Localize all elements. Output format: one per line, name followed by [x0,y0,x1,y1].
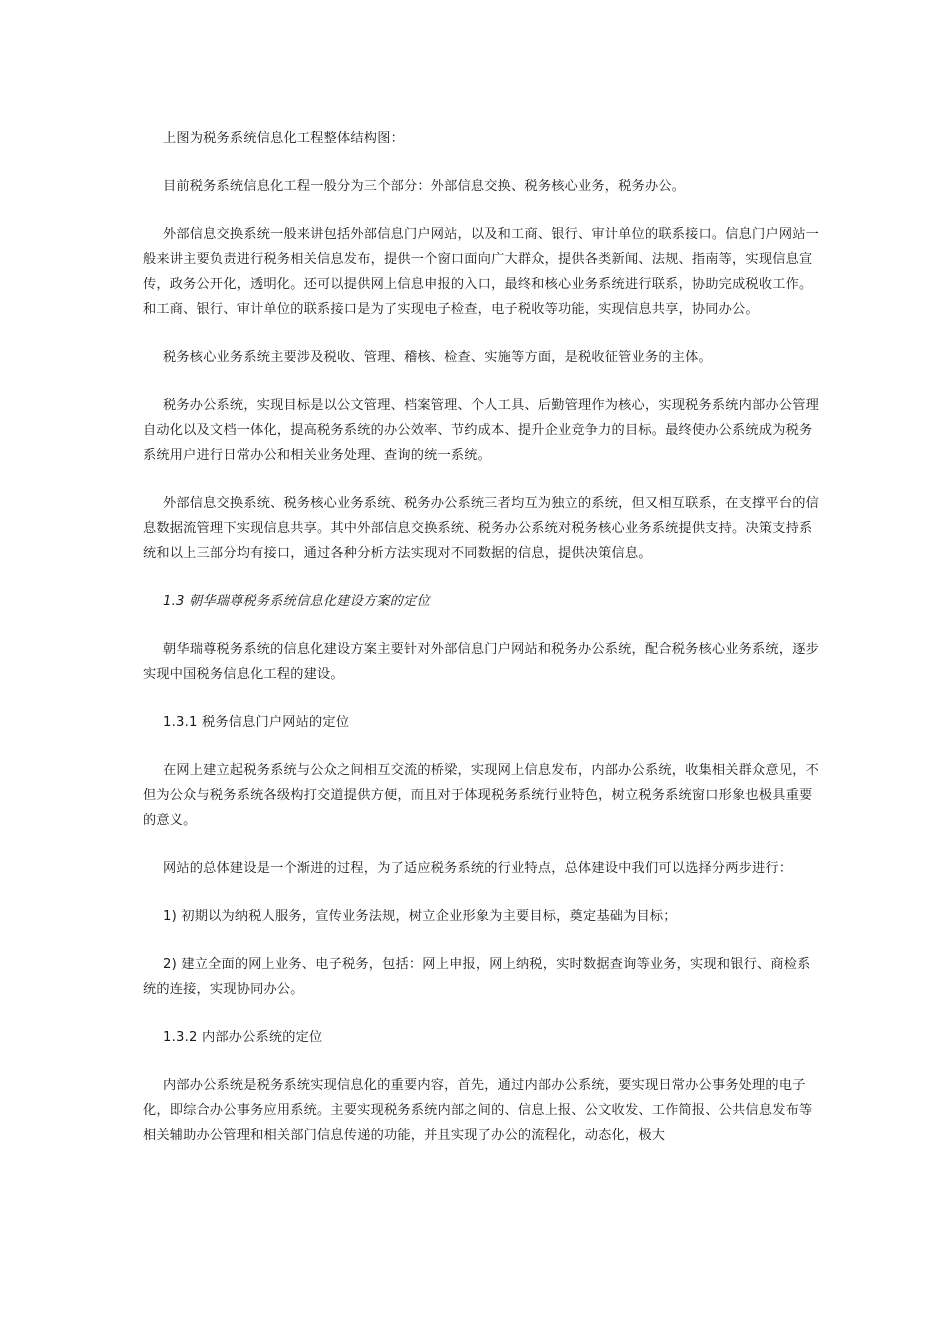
document-body [143,126,823,1148]
paragraph: 税务办公系统，实现目标是以公文管理、档案管理、个人工具、后勤管理作为核心，实现税务系统内部办公管理自动化以及文档一体化，提高税务系统的办公效率、节约成本、提升企业竞争力的目标。最终使办公系统成为税务系统用户进行日常办公和相关业务处理、查询的统一系统。 [143,398,819,463]
list-item: 1) 初期以为纳税人服务，宣传业务法规，树立企业形象为主要目标，奠定基础为目标； [163,909,677,924]
paragraph: 目前税务系统信息化工程一般分为三个部分：外部信息交换、税务核心业务，税务办公。 [163,179,686,194]
subsection-heading: 1.3.1 税务信息门户网站的定位 [163,715,350,730]
paragraph: 上图为税务系统信息化工程整体结构图： [163,131,404,146]
paragraph: 外部信息交换系统一般来讲包括外部信息门户网站，以及和工商、银行、审计单位的联系接口。信息门户网站一般来讲主要负责进行税务相关信息发布，提供一个窗口面向广大群众，提供各类新闻、法规、指南等，实现信息宣传，政务公开化，透明化。还可以提供网上信息申报的入口，最终和核心业务系统进行联系，协助完成税收工作。和工商、银行、审计单位的联系接口是为了实现电子检查，电子税收等功能，实现信息共享，协同办公。 [143,227,819,317]
paragraph: 在网上建立起税务系统与公众之间相互交流的桥梁，实现网上信息发布，内部办公系统，收集相关群众意见，不但为公众与税务系统各级构打交道提供方便，而且对于体现税务系统行业特色，树立税务系统窗口形象也极具重要的意义。 [143,763,819,828]
paragraph: 朝华瑞尊税务系统的信息化建设方案主要针对外部信息门户网站和税务办公系统，配合税务核心业务系统，逐步实现中国税务信息化工程的建设。 [143,642,819,682]
list-item: 2) 建立全面的网上业务、电子税务，包括：网上申报，网上纳税，实时数据查询等业务，实现和银行、商检系统的连接，实现协同办公。 [143,957,811,997]
paragraph: 税务核心业务系统主要涉及税收、管理、稽核、检查、实施等方面，是税收征管业务的主体。 [163,350,712,365]
paragraph: 内部办公系统是税务系统实现信息化的重要内容，首先，通过内部办公系统，要实现日常办公事务处理的电子化，即综合办公事务应用系统。主要实现税务系统内部之间的、信息上报、公文收发、工作简报、公共信息发布等相关辅助办公管理和相关部门信息传递的功能，并且实现了办公的流程化，动态化，极大 [143,1078,813,1143]
subsection-heading: 1.3.2 内部办公系统的定位 [163,1030,323,1045]
paragraph: 外部信息交换系统、税务核心业务系统、税务办公系统三者均互为独立的系统，但又相互联系，在支撑平台的信息数据流管理下实现信息共享。其中外部信息交换系统、税务办公系统对税务核心业务系统提供支持。决策支持系统和以上三部分均有接口，通过各种分析方法实现对不同数据的信息，提供决策信息。 [143,496,819,561]
section-heading: 1.3 朝华瑞尊税务系统信息化建设方案的定位 [163,594,430,609]
paragraph: 网站的总体建设是一个渐进的过程，为了适应税务系统的行业特点，总体建设中我们可以选择分两步进行： [163,861,793,876]
